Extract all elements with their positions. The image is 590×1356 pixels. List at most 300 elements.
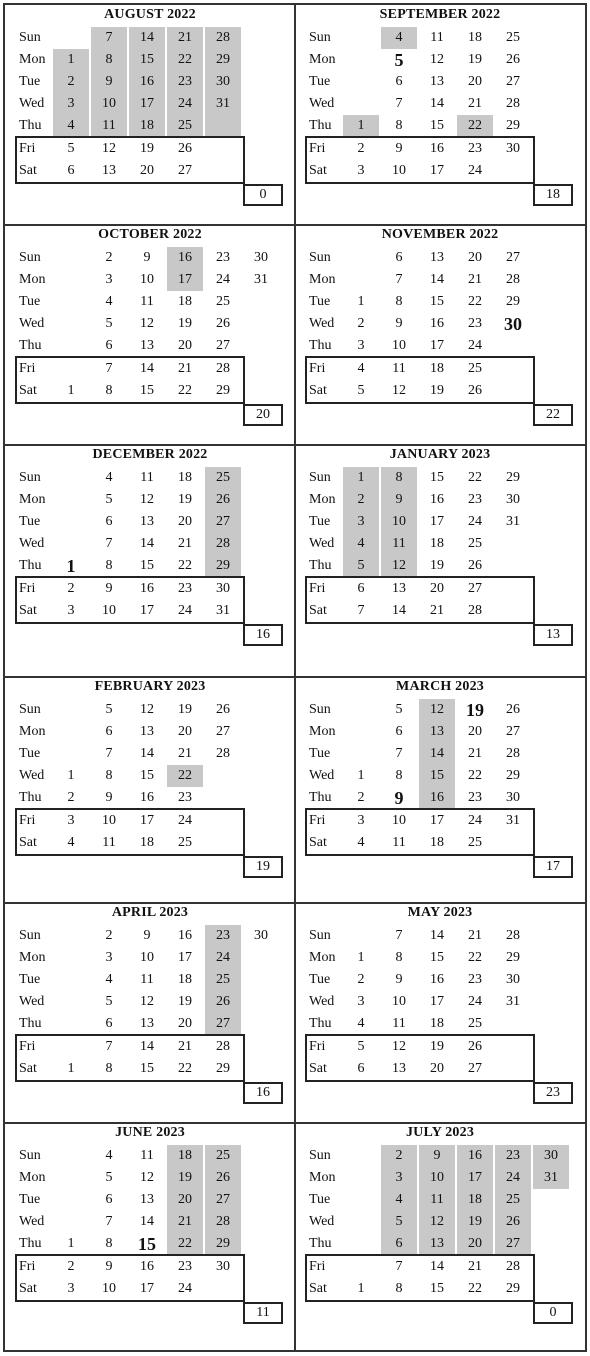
date-cell: 3 xyxy=(343,511,379,533)
date-cell: 21 xyxy=(468,96,482,111)
date-cell: 1 xyxy=(343,467,379,489)
date-cell: 2 xyxy=(67,1259,75,1274)
date-cell: 9 xyxy=(91,71,127,93)
date-cell: 3 xyxy=(357,163,365,178)
date-cell: 9 xyxy=(105,581,113,596)
date-cell: 11 xyxy=(91,115,127,137)
date-cell: 23 xyxy=(468,141,482,156)
date-cell: 31 xyxy=(533,1167,569,1189)
date-cell: 26 xyxy=(495,1211,531,1233)
date-cell: 20 xyxy=(178,1016,192,1031)
date-cell: 10 xyxy=(419,1167,455,1189)
date-cell: 6 xyxy=(105,338,113,353)
date-cell: 20 xyxy=(167,1189,203,1211)
date-cell: 8 xyxy=(395,950,403,965)
day-label: Fri xyxy=(309,361,326,376)
weekend-box xyxy=(15,356,245,404)
day-label: Wed xyxy=(19,96,45,111)
day-label: Tue xyxy=(19,746,41,761)
date-cell: 21 xyxy=(167,1211,203,1233)
date-cell: 17 xyxy=(430,514,444,529)
date-cell: 14 xyxy=(140,746,154,761)
date-cell: 27 xyxy=(506,250,520,265)
date-cell: 29 xyxy=(216,1061,230,1076)
date-cell: 26 xyxy=(506,52,520,67)
date-cell: 3 xyxy=(357,338,365,353)
calendar-grid xyxy=(3,3,587,1352)
date-cell: 10 xyxy=(102,603,116,618)
date-cell: 23 xyxy=(468,492,482,507)
date-cell: 17 xyxy=(430,338,444,353)
date-cell: 7 xyxy=(395,272,403,287)
date-cell: 29 xyxy=(506,1281,520,1296)
date-cell: 12 xyxy=(392,383,406,398)
month-block xyxy=(295,677,585,903)
day-label: Tue xyxy=(309,74,331,89)
date-cell: 10 xyxy=(91,93,127,115)
date-cell: 8 xyxy=(105,768,113,783)
date-cell: 26 xyxy=(205,489,241,511)
day-label: Sun xyxy=(19,702,41,717)
date-cell: 27 xyxy=(205,1013,241,1035)
date-cell: 13 xyxy=(430,250,444,265)
day-label: Wed xyxy=(309,1214,335,1229)
weekend-box xyxy=(305,1254,535,1302)
month-title: APRIL 2023 xyxy=(111,905,189,920)
date-cell: 18 xyxy=(178,470,192,485)
day-label: Sun xyxy=(19,470,41,485)
date-cell: 18 xyxy=(430,536,444,551)
month-title: JUNE 2023 xyxy=(115,1125,185,1140)
day-label: Fri xyxy=(19,813,36,828)
date-cell: 17 xyxy=(430,813,444,828)
date-cell: 2 xyxy=(67,581,75,596)
date-cell: 26 xyxy=(178,141,192,156)
date-cell: 27 xyxy=(468,581,482,596)
date-cell: 24 xyxy=(205,947,241,969)
date-cell: 26 xyxy=(216,316,230,331)
date-cell: 31 xyxy=(205,93,241,115)
date-cell: 26 xyxy=(468,558,482,573)
day-label: Mon xyxy=(19,52,46,67)
date-cell: 21 xyxy=(178,746,192,761)
date-cell: 12 xyxy=(392,1039,406,1054)
date-cell: 6 xyxy=(105,1192,113,1207)
date-cell: 4 xyxy=(343,533,379,555)
day-label: Mon xyxy=(19,272,46,287)
date-cell: 19 xyxy=(178,702,192,717)
day-label: Mon xyxy=(309,492,336,507)
date-cell: 1 xyxy=(357,1281,365,1296)
date-cell: 17 xyxy=(140,1281,154,1296)
date-cell: 6 xyxy=(395,250,403,265)
date-cell xyxy=(205,115,241,137)
date-cell: 14 xyxy=(129,27,165,49)
date-cell: 3 xyxy=(67,603,75,618)
date-cell: 30 xyxy=(254,928,268,943)
date-cell: 15 xyxy=(138,1234,156,1254)
date-cell: 25 xyxy=(468,1016,482,1031)
date-cell: 24 xyxy=(468,338,482,353)
date-cell: 16 xyxy=(430,141,444,156)
date-cell: 6 xyxy=(357,1061,365,1076)
date-cell: 15 xyxy=(140,383,154,398)
date-cell: 25 xyxy=(178,835,192,850)
date-cell: 22 xyxy=(167,1233,203,1255)
date-cell: 16 xyxy=(140,1259,154,1274)
day-label: Sun xyxy=(19,250,41,265)
month-block xyxy=(5,903,295,1123)
date-cell: 28 xyxy=(205,533,241,555)
day-label: Sat xyxy=(309,1061,327,1076)
month-block xyxy=(5,5,295,225)
day-label: Mon xyxy=(309,1170,336,1185)
weekend-box xyxy=(15,1254,245,1302)
date-cell: 4 xyxy=(67,835,75,850)
date-cell: 1 xyxy=(67,768,75,783)
date-cell: 1 xyxy=(67,1236,75,1251)
date-cell: 2 xyxy=(357,790,365,805)
date-cell: 22 xyxy=(167,765,203,787)
day-label: Wed xyxy=(19,1214,45,1229)
date-cell: 23 xyxy=(468,972,482,987)
weekend-box xyxy=(305,356,535,404)
date-cell: 16 xyxy=(419,787,455,809)
date-cell: 10 xyxy=(392,994,406,1009)
date-cell: 12 xyxy=(419,699,455,721)
day-label: Fri xyxy=(309,141,326,156)
date-cell: 1 xyxy=(357,950,365,965)
month-block xyxy=(295,1123,585,1350)
date-cell: 20 xyxy=(430,1061,444,1076)
date-cell: 14 xyxy=(430,272,444,287)
date-cell: 19 xyxy=(178,316,192,331)
date-cell: 17 xyxy=(178,950,192,965)
date-cell: 25 xyxy=(468,835,482,850)
date-cell: 29 xyxy=(506,470,520,485)
day-label: Sun xyxy=(19,928,41,943)
date-cell: 14 xyxy=(430,1259,444,1274)
date-cell: 12 xyxy=(140,492,154,507)
date-cell: 21 xyxy=(178,1039,192,1054)
date-cell: 20 xyxy=(468,250,482,265)
month-block xyxy=(295,5,585,225)
date-cell: 22 xyxy=(178,383,192,398)
date-cell: 9 xyxy=(143,250,151,265)
day-label: Wed xyxy=(309,536,335,551)
date-cell: 15 xyxy=(129,49,165,71)
date-cell: 4 xyxy=(105,972,113,987)
count-box: 16 xyxy=(243,1082,283,1104)
date-cell: 18 xyxy=(129,115,165,137)
date-cell: 30 xyxy=(254,250,268,265)
date-cell: 4 xyxy=(105,294,113,309)
date-cell: 21 xyxy=(178,361,192,376)
date-cell: 11 xyxy=(140,294,154,309)
date-cell: 30 xyxy=(205,71,241,93)
date-cell: 16 xyxy=(129,71,165,93)
date-cell: 9 xyxy=(395,972,403,987)
date-cell: 3 xyxy=(67,1281,75,1296)
date-cell: 11 xyxy=(430,30,444,45)
date-cell: 6 xyxy=(381,1233,417,1255)
date-cell: 23 xyxy=(178,581,192,596)
date-cell: 22 xyxy=(178,1061,192,1076)
date-cell: 28 xyxy=(468,603,482,618)
date-cell: 22 xyxy=(178,558,192,573)
date-cell: 4 xyxy=(105,1148,113,1163)
date-cell: 7 xyxy=(105,361,113,376)
date-cell: 11 xyxy=(392,1016,406,1031)
day-label: Sat xyxy=(309,603,327,618)
date-cell: 29 xyxy=(205,1233,241,1255)
day-label: Sat xyxy=(19,383,37,398)
date-cell: 7 xyxy=(395,928,403,943)
weekend-box xyxy=(15,576,245,624)
date-cell: 4 xyxy=(53,115,89,137)
date-cell: 20 xyxy=(178,514,192,529)
date-cell: 19 xyxy=(430,1039,444,1054)
date-cell: 5 xyxy=(357,383,365,398)
date-cell: 23 xyxy=(216,250,230,265)
day-label: Thu xyxy=(19,1016,42,1031)
date-cell: 3 xyxy=(105,272,113,287)
day-label: Wed xyxy=(309,96,335,111)
date-cell: 17 xyxy=(129,93,165,115)
date-cell: 21 xyxy=(468,272,482,287)
date-cell: 6 xyxy=(105,1016,113,1031)
day-label: Tue xyxy=(19,514,41,529)
date-cell: 13 xyxy=(140,514,154,529)
date-cell: 11 xyxy=(102,835,116,850)
date-cell: 5 xyxy=(394,50,404,70)
date-cell: 5 xyxy=(381,1211,417,1233)
date-cell: 7 xyxy=(105,746,113,761)
day-label: Tue xyxy=(19,74,41,89)
count-box: 22 xyxy=(533,404,573,426)
date-cell: 12 xyxy=(140,316,154,331)
date-cell: 2 xyxy=(105,928,113,943)
date-cell: 9 xyxy=(419,1145,455,1167)
day-label: Thu xyxy=(309,338,332,353)
day-label: Tue xyxy=(309,972,331,987)
date-cell: 25 xyxy=(495,1189,531,1211)
date-cell: 25 xyxy=(205,1145,241,1167)
day-label: Sat xyxy=(19,1061,37,1076)
date-cell: 10 xyxy=(102,1281,116,1296)
day-label: Wed xyxy=(309,768,335,783)
date-cell: 28 xyxy=(506,96,520,111)
date-cell: 10 xyxy=(392,813,406,828)
date-cell: 24 xyxy=(178,603,192,618)
date-cell: 7 xyxy=(395,746,403,761)
month-title: AUGUST 2022 xyxy=(104,7,196,22)
date-cell: 21 xyxy=(430,603,444,618)
month-title: JANUARY 2023 xyxy=(389,447,491,462)
date-cell: 2 xyxy=(381,1145,417,1167)
date-cell: 21 xyxy=(178,536,192,551)
date-cell: 13 xyxy=(392,1061,406,1076)
date-cell: 30 xyxy=(506,972,520,987)
date-cell: 30 xyxy=(216,1259,230,1274)
date-cell: 28 xyxy=(506,272,520,287)
date-cell: 4 xyxy=(381,27,417,49)
date-cell: 13 xyxy=(140,1016,154,1031)
date-cell: 23 xyxy=(495,1145,531,1167)
day-label: Tue xyxy=(19,972,41,987)
date-cell: 22 xyxy=(468,294,482,309)
date-cell: 6 xyxy=(395,74,403,89)
day-label: Fri xyxy=(19,361,36,376)
day-label: Wed xyxy=(19,994,45,1009)
date-cell: 19 xyxy=(468,52,482,67)
day-label: Tue xyxy=(309,746,331,761)
date-cell: 22 xyxy=(457,115,493,137)
day-label: Thu xyxy=(19,338,42,353)
date-cell: 13 xyxy=(102,163,116,178)
date-cell: 2 xyxy=(105,250,113,265)
date-cell: 17 xyxy=(167,269,203,291)
date-cell: 3 xyxy=(357,813,365,828)
count-box: 18 xyxy=(533,184,573,206)
month-title: OCTOBER 2022 xyxy=(98,227,202,242)
date-cell: 18 xyxy=(430,1016,444,1031)
day-label: Sun xyxy=(309,1148,331,1163)
date-cell: 11 xyxy=(392,361,406,376)
day-label: Thu xyxy=(309,558,332,573)
date-cell: 8 xyxy=(105,1061,113,1076)
day-label: Sun xyxy=(19,1148,41,1163)
date-cell: 15 xyxy=(430,470,444,485)
day-label: Fri xyxy=(19,141,36,156)
date-cell: 3 xyxy=(357,994,365,1009)
date-cell: 26 xyxy=(468,1039,482,1054)
date-cell: 18 xyxy=(430,835,444,850)
date-cell: 29 xyxy=(506,118,520,133)
date-cell: 25 xyxy=(468,361,482,376)
date-cell: 3 xyxy=(105,950,113,965)
date-cell: 15 xyxy=(419,765,455,787)
date-cell: 8 xyxy=(91,49,127,71)
date-cell: 5 xyxy=(395,702,403,717)
date-cell: 2 xyxy=(343,489,379,511)
day-label: Thu xyxy=(309,790,332,805)
month-block xyxy=(295,225,585,445)
date-cell: 23 xyxy=(468,790,482,805)
date-cell: 17 xyxy=(140,603,154,618)
date-cell: 19 xyxy=(466,700,484,720)
date-cell: 20 xyxy=(140,163,154,178)
count-box: 0 xyxy=(533,1302,573,1324)
day-label: Sun xyxy=(309,702,331,717)
day-label: Thu xyxy=(309,1236,332,1251)
day-label: Fri xyxy=(19,1259,36,1274)
date-cell: 28 xyxy=(506,1259,520,1274)
month-title: JULY 2023 xyxy=(405,1125,475,1140)
date-cell: 27 xyxy=(205,511,241,533)
day-label: Sat xyxy=(309,1281,327,1296)
day-label: Thu xyxy=(19,790,42,805)
date-cell: 4 xyxy=(105,470,113,485)
date-cell: 11 xyxy=(140,972,154,987)
date-cell: 15 xyxy=(140,1061,154,1076)
date-cell: 24 xyxy=(167,93,203,115)
day-label: Mon xyxy=(309,724,336,739)
date-cell: 7 xyxy=(105,1214,113,1229)
day-label: Thu xyxy=(19,1236,42,1251)
date-cell: 20 xyxy=(178,724,192,739)
date-cell: 10 xyxy=(392,338,406,353)
date-cell: 15 xyxy=(140,768,154,783)
date-cell: 1 xyxy=(357,768,365,783)
date-cell: 9 xyxy=(381,489,417,511)
date-cell: 2 xyxy=(357,141,365,156)
date-cell: 12 xyxy=(140,1170,154,1185)
date-cell: 9 xyxy=(394,788,404,808)
day-label: Wed xyxy=(19,536,45,551)
count-box: 0 xyxy=(243,184,283,206)
date-cell: 11 xyxy=(392,835,406,850)
date-cell: 15 xyxy=(430,118,444,133)
day-label: Mon xyxy=(19,492,46,507)
day-label: Sat xyxy=(309,163,327,178)
date-cell: 28 xyxy=(205,1211,241,1233)
date-cell: 6 xyxy=(67,163,75,178)
date-cell: 13 xyxy=(140,1192,154,1207)
date-cell: 27 xyxy=(506,74,520,89)
date-cell: 4 xyxy=(357,1016,365,1031)
month-block xyxy=(295,903,585,1123)
date-cell: 10 xyxy=(140,950,154,965)
date-cell: 13 xyxy=(430,74,444,89)
day-label: Mon xyxy=(19,724,46,739)
date-cell: 3 xyxy=(381,1167,417,1189)
date-cell: 14 xyxy=(419,743,455,765)
date-cell: 24 xyxy=(495,1167,531,1189)
date-cell: 1 xyxy=(67,383,75,398)
date-cell: 7 xyxy=(395,96,403,111)
date-cell: 20 xyxy=(468,724,482,739)
day-label: Sun xyxy=(309,470,331,485)
date-cell: 21 xyxy=(468,746,482,761)
date-cell: 14 xyxy=(430,928,444,943)
date-cell: 26 xyxy=(468,383,482,398)
date-cell: 30 xyxy=(504,314,522,334)
date-cell: 3 xyxy=(67,813,75,828)
date-cell: 21 xyxy=(167,27,203,49)
date-cell: 1 xyxy=(357,294,365,309)
date-cell: 19 xyxy=(430,558,444,573)
date-cell: 26 xyxy=(216,702,230,717)
date-cell: 25 xyxy=(506,30,520,45)
date-cell: 21 xyxy=(468,1259,482,1274)
date-cell: 2 xyxy=(67,790,75,805)
day-label: Sun xyxy=(309,928,331,943)
date-cell: 26 xyxy=(205,1167,241,1189)
date-cell: 11 xyxy=(140,470,154,485)
date-cell: 9 xyxy=(395,316,403,331)
date-cell: 8 xyxy=(395,1281,403,1296)
date-cell: 18 xyxy=(140,835,154,850)
date-cell: 24 xyxy=(468,813,482,828)
date-cell: 25 xyxy=(205,467,241,489)
date-cell: 29 xyxy=(506,768,520,783)
date-cell: 13 xyxy=(419,721,455,743)
date-cell: 5 xyxy=(67,141,75,156)
day-label: Sat xyxy=(309,383,327,398)
date-cell: 11 xyxy=(140,1148,154,1163)
date-cell: 25 xyxy=(216,294,230,309)
